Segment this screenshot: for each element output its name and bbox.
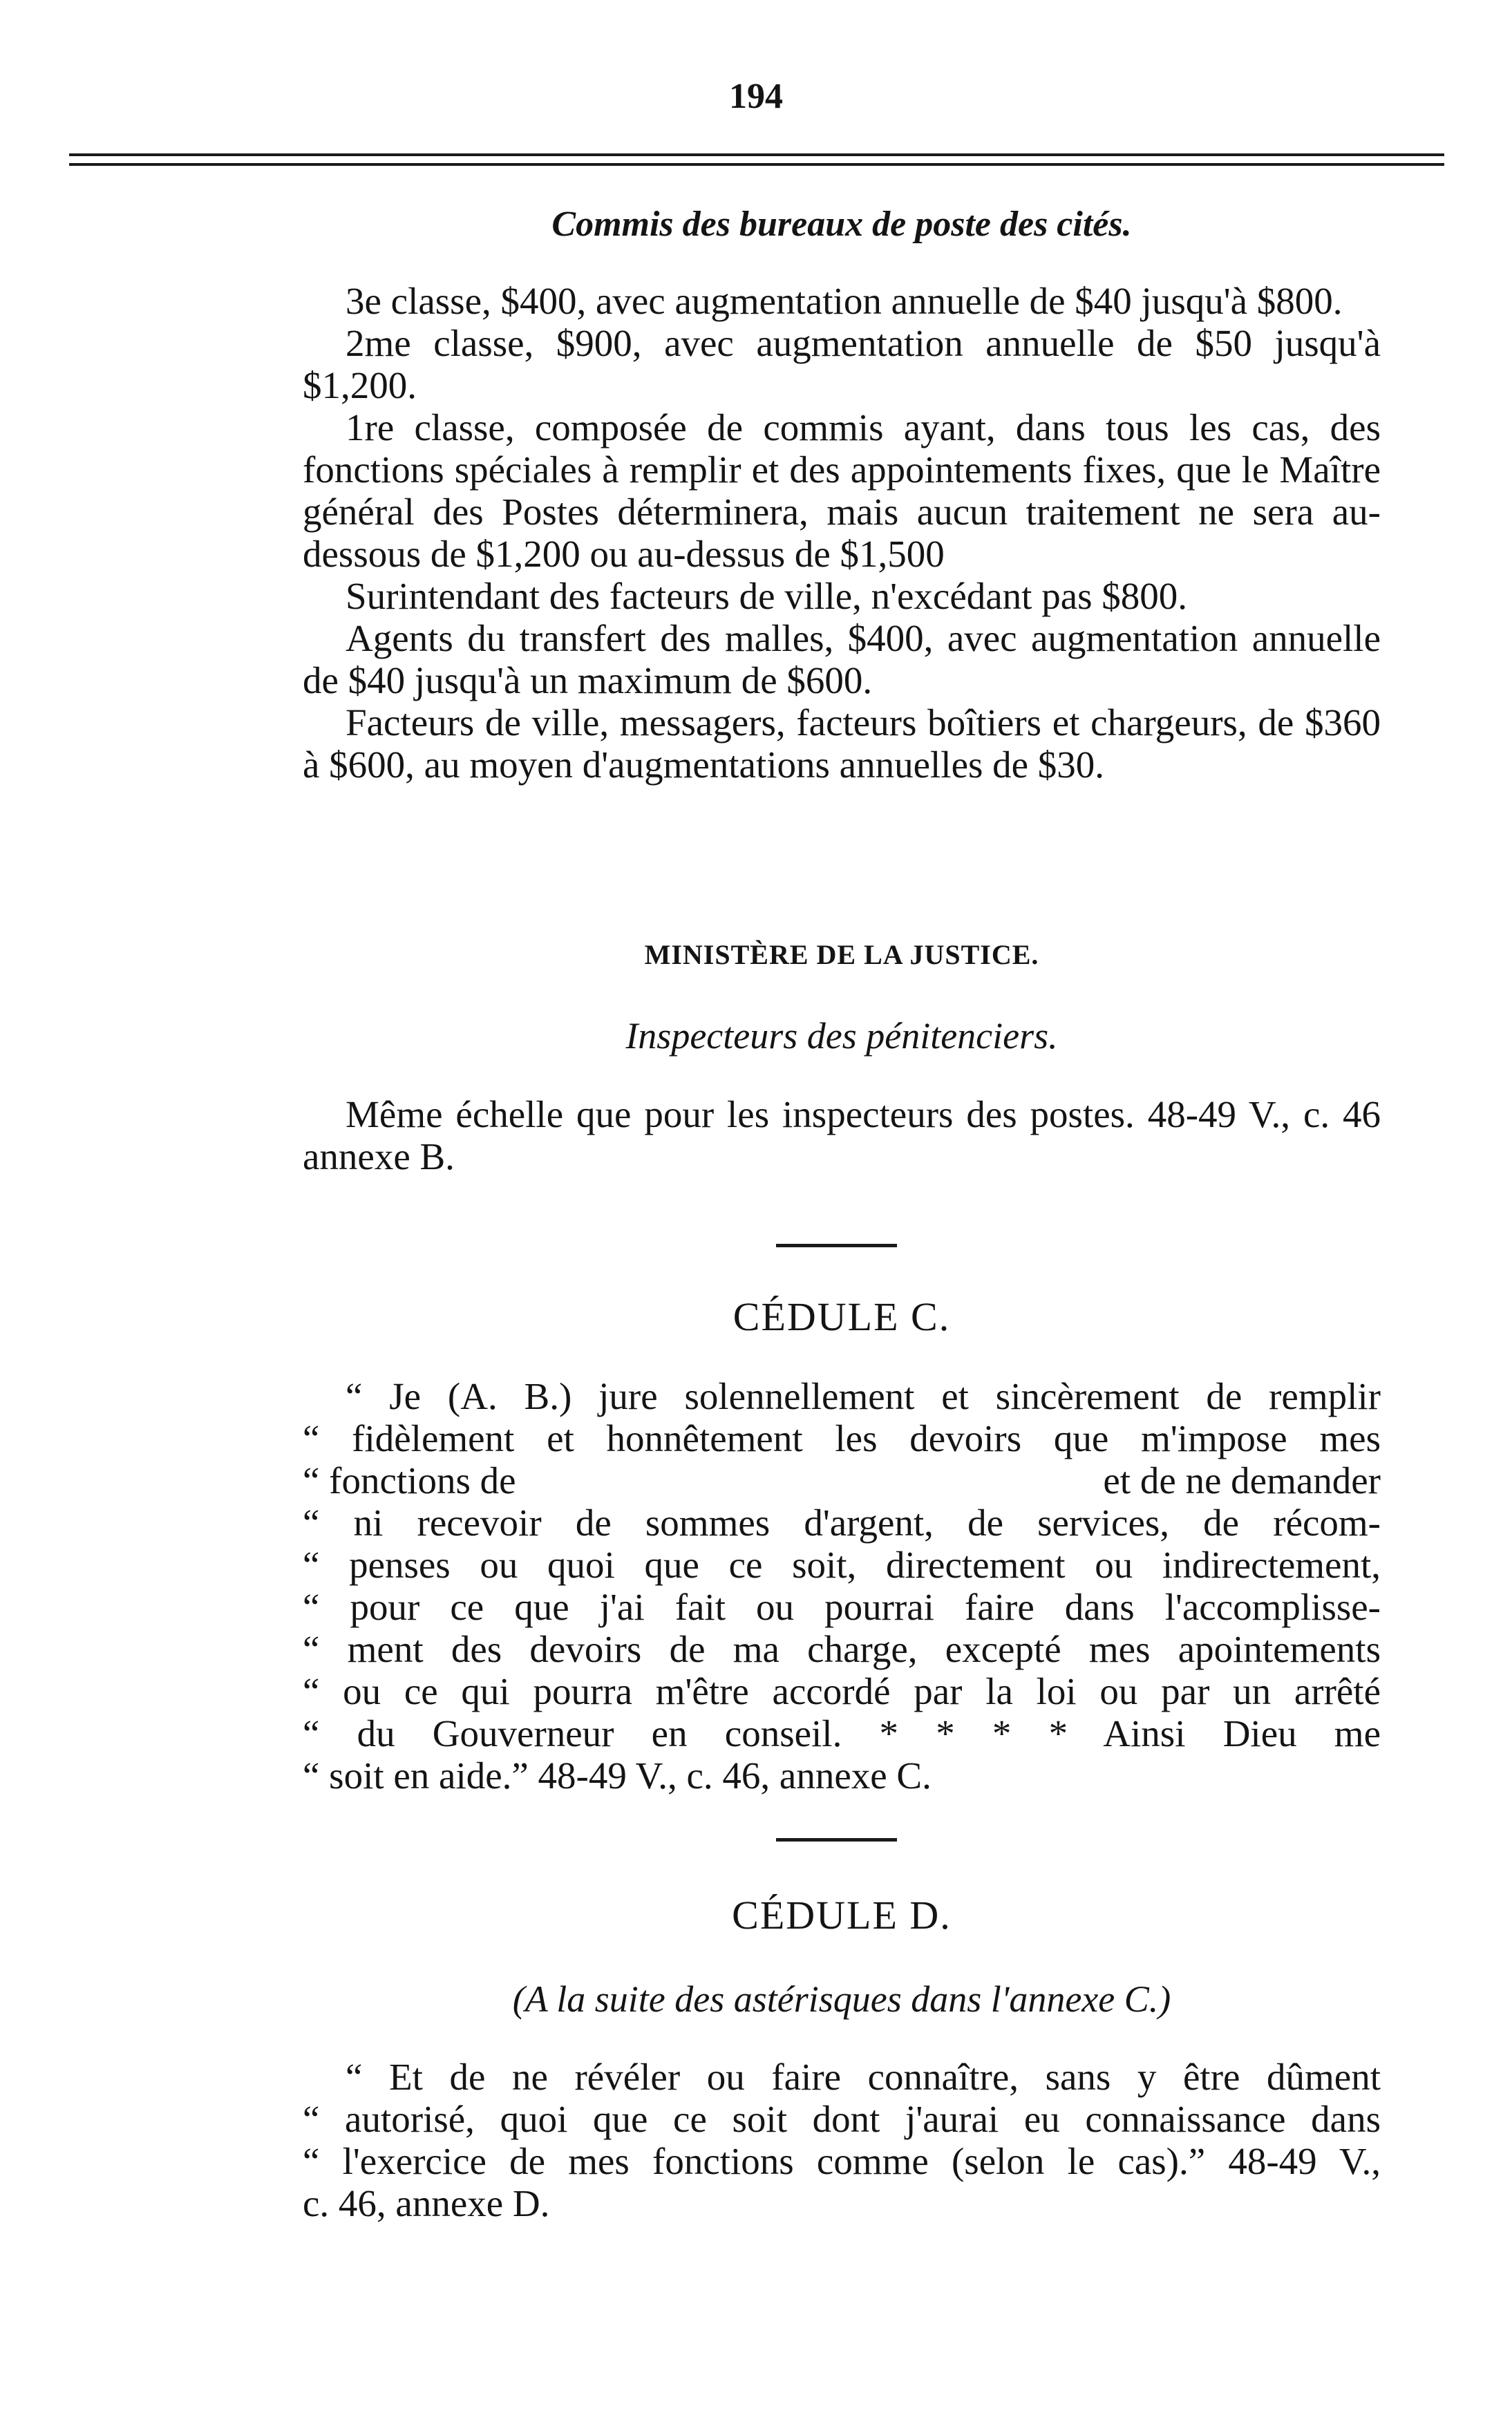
oath-line: “ du Gouverneur en conseil. * * * * Ainsi Dieu me	[303, 1712, 1381, 1754]
oath-line: “ ni recevoir de sommes d'argent, de services, de récom-	[303, 1502, 1381, 1544]
section-heading: Commis des bureaux de poste des cités.	[551, 205, 1132, 244]
paragraph-surintendant: Surintendant des facteurs de ville, n'excédant pas $800.	[346, 575, 1188, 617]
confidentiality-text	[303, 2056, 1381, 2224]
oath-line: “ ment des devoirs de ma charge, excepté mes apointements	[303, 1628, 1381, 1670]
oath-line: “ ou ce qui pourra m'être accordé par la loi ou par un arrêté	[303, 1670, 1381, 1712]
header-rule-bottom	[69, 163, 1444, 166]
confidentiality-line: “ l'exercice de mes fonctions comme (selon le cas).” 48-49 V.,	[303, 2140, 1381, 2182]
section-justice	[303, 938, 1381, 971]
paragraph-1re-classe: 1re classe, composée de commis ayant, dans tous les cas, des fonctions spéciales à remplir et des appointements fixes, que le Maître général des Postes déterminera, mais aucun traitement ne sera au-dessous de $1,200 ou au-dessus de $1,500	[303, 406, 1381, 575]
oath-line: “ fidèlement et honnêtement les devoirs que m'impose mes	[303, 1417, 1381, 1459]
cedule-d-subtitle-wrap	[303, 1978, 1381, 2021]
confidentiality-line: c. 46, annexe D.	[303, 2182, 550, 2224]
ministry-heading: MINISTÈRE DE LA JUSTICE.	[644, 939, 1039, 970]
section-postal-clerks-body	[303, 280, 1381, 786]
cedule-d-title: CÉDULE D.	[732, 1893, 952, 1938]
header-rule-top	[69, 153, 1444, 156]
oath-line-fonctions-start: “ fonctions de	[303, 1459, 516, 1502]
confidentiality-line: “ Et de ne révéler ou faire connaître, sans y être dûment	[346, 2056, 1381, 2098]
paragraph-2me-classe: 2me classe, $900, avec augmentation annuelle de $50 jusqu'à $1,200.	[303, 322, 1381, 406]
cedule-d-body	[303, 2056, 1381, 2224]
section-postal-clerks	[303, 204, 1381, 245]
cedule-c-body	[303, 1375, 1381, 1797]
oath-line-fonctions-end: et de ne demander	[1103, 1459, 1381, 1502]
oath-text	[303, 1375, 1381, 1797]
cedule-c-title-wrap	[303, 1294, 1381, 1340]
paragraph-meme-echelle: Même échelle que pour les inspecteurs des postes. 48-49 V., c. 46 annexe B.	[303, 1093, 1381, 1177]
confidentiality-line: “ autorisé, quoi que ce soit dont j'aurai eu connaissance dans	[303, 2098, 1381, 2140]
oath-line: “ pour ce que j'ai fait ou pourrai faire dans l'accomplisse-	[303, 1586, 1381, 1628]
paragraph-3e-classe: 3e classe, $400, avec augmentation annuelle de $40 jusqu'à $800.	[346, 280, 1343, 322]
section-justice-heading-wrap	[303, 1014, 1381, 1057]
oath-line: “ soit en aide.” 48-49 V., c. 46, annexe C.	[303, 1754, 932, 1797]
paragraph-agents-transfert: Agents du transfert des malles, $400, avec augmentation annuelle de $40 jusqu'à un maximum de $600.	[303, 617, 1381, 701]
cedule-c-title: CÉDULE C.	[733, 1294, 951, 1339]
cedule-d-title-wrap	[303, 1892, 1381, 1938]
cedule-d-subtitle: (A la suite des astérisques dans l'annexe C.)	[512, 1978, 1171, 2020]
paragraph-facteurs: Facteurs de ville, messagers, facteurs boîtiers et chargeurs, de $360 à $600, au moyen d'augmentations annuelles de $30.	[303, 701, 1381, 786]
oath-line-fonctions	[303, 1459, 1381, 1502]
separator-rule	[776, 1838, 897, 1842]
page-number: 194	[729, 77, 783, 116]
separator-rule	[776, 1244, 897, 1247]
oath-line: “ penses ou quoi que ce soit, directement ou indirectement,	[303, 1544, 1381, 1586]
oath-line: “ Je (A. B.) jure solennellement et sincèrement de remplir	[346, 1375, 1381, 1417]
section-heading-inspecteurs: Inspecteurs des pénitenciers.	[625, 1015, 1058, 1057]
section-justice-body	[303, 1093, 1381, 1177]
